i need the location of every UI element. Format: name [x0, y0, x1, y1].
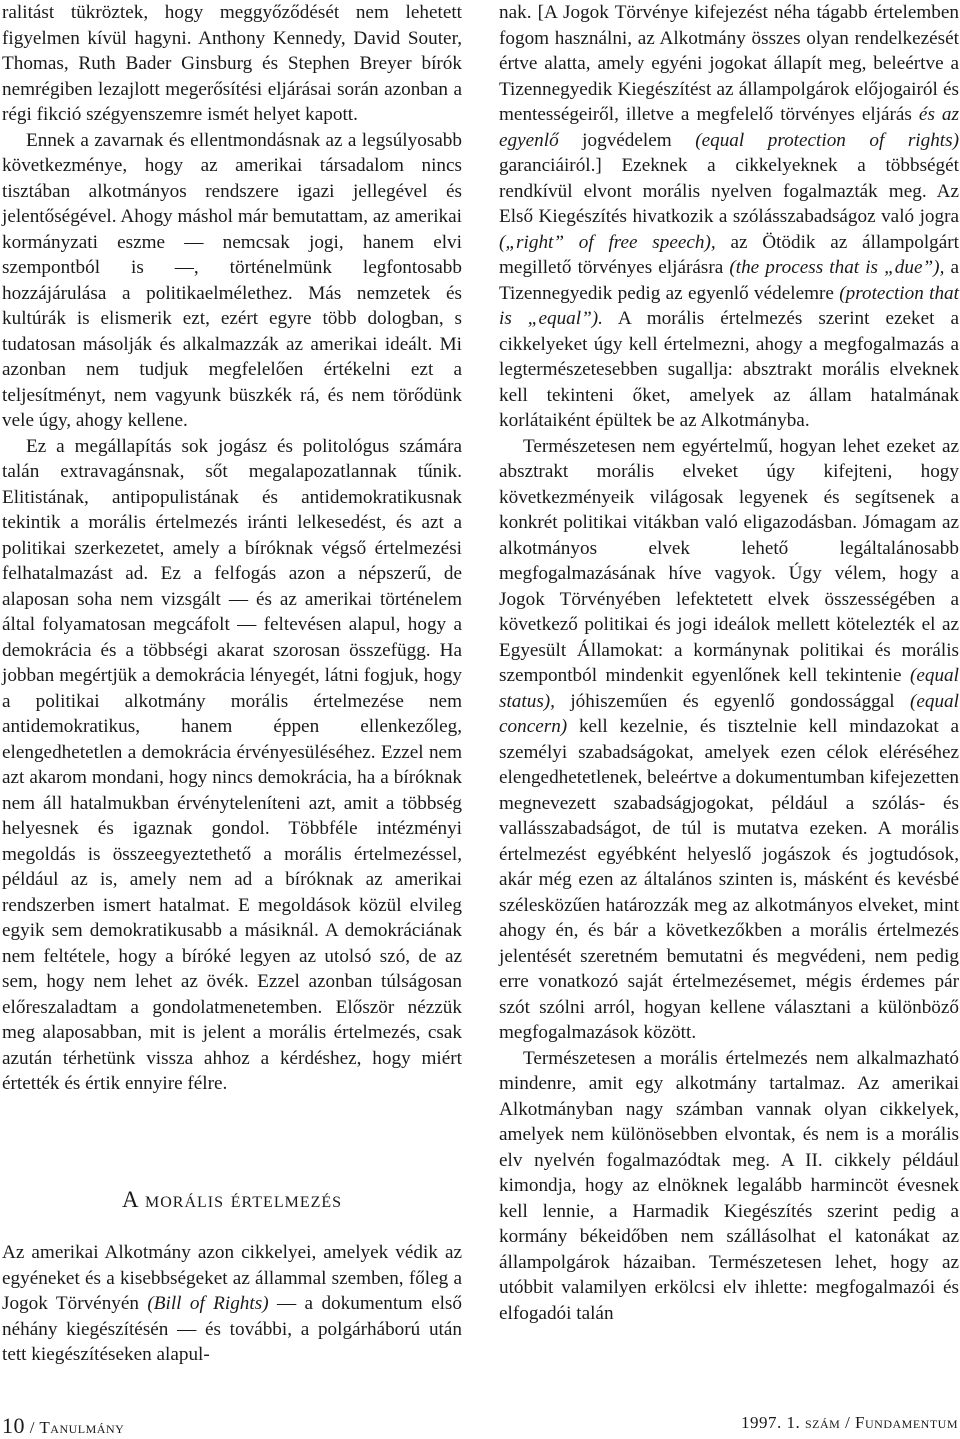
- paragraph: Természetesen nem egyértelmű, hogyan lehet ezeket az absztrakt morális elveket úgy kifejteni, hogy következményeik világosak legyenek és segítsenek a konkrét politikai vitákban való eligazodásban. Jómagam az alkotmányos elvek lehető legáltalánosabb megfogalmazásának híve vagyok. Úgy vélem, hogy a Jogok Törvényében lefektetett elvek összességében a következő politikai és jogi ideálok mellett kötelezték el az Egyesült Államokat: a kormánynak politikai és morális szempontból mindenkit egyenlőnek kell tekintenie (equal status), jóhiszeműen és egyenlő gondossággal (equal concern) kell kezelnie, és tisztelnie kell mindazokat a személyi szabadságokat, amelyek ezen célok eléréséhez elengedhetetlenek, beleértve a dokumentumban kifejezetten megnevezett szabadságjogokat, például a szólás- és vallásszabadságot, de túl is mutatva ezeken. A morális értelmezést egyébként helyeslő jogászok és jogtudósok, akár még ezen az általános szinten is, másként és kevésbé szélesközűen határozzák meg az alkotmányos elveket, mint ahogy én, és bár a következőkben a morális értelmezés jelentését szeretném bemutatni és megvédeni, nem pedig erre vonatkozó saját értelmezésemet, mégis érdemes pár szót szólni arról, hogyan kellene választani a különböző megfogalmazások között.: [499, 435, 959, 1043]
- paragraph: Ez a megállapítás sok jogász és politológus számára talán extravagánsnak, sőt megalapozatlannak tűnik. Elitistának, antipopulistának és antidemokratikusnak tekintik a morális értelmezés iránti lelkesedést, és azt a politikai szerkezetet, amely a bíróknak végső értelmezési felhatalmazást ad. Ez a felfogás azon a népszerű, de alaposan soha nem vizsgált — és az amerikai történelem által folyamatosan megcáfolt — feltevésen alapul, hogy a demokrácia és a többségi akarat szorosan összefügg. Ha jobban megértjük a demokrácia lényegét, látni fogjuk, hogy a politikai alkotmány morális értelmezése nem antidemokratikus, hanem éppen ellenkezőleg, elengedhetetlen a demokrácia érvényesüléséhez. Ezzel nem azt akarom mondani, hogy nincs demokrácia, ha a bíróknak nem áll hatalmukban érvényteleníteni azt, amit a többség helyesnek és igaznak gondol. Többféle intézményi megoldás is összeegyeztethető a morális értelmezéssel, például az is, amely nem ad a bíróknak az amerikai rendszerben ismert hatalmat. E megoldások közül elvileg egyik sem demokratikusabb a másiknál. A demokráciának nem feltétele, hogy a bíróké legyen az utolsó szó, de az sem, hogy nem lehet az övék. Ezzel azonban túlságosan előreszaladtam a gondolatmenetemben. Először nézzük meg alaposabban, mit is jelent a morális értelmezés, csak azután térhetünk vissza ahhoz a kérdéshez, hogy miért értették és értik ennyire félre.: [2, 435, 462, 1094]
- paragraph: nak. [A Jogok Törvénye kifejezést néha tágabb értelemben fogom használni, az Alkotmány összes olyan rendelkezését értve alatta, amely egyéni jogokat állapít meg, beleértve a Tizennegyedik Kiegészítést az állampolgárok előjogairól és mentességeiről, illetve a megfelelő törvényes eljárás és az egyenlő jogvédelem (equal protection of rights) garanciáiról.] Ezeknek a cikkelyeknek a többségét rendkívül elvont morális nyelven fogalmazták meg. Az Első Kiegészítés hivatkozik a szólásszabadságoz való jogra („right” of free speech), az Ötödik az állampolgárt megillető törvényes eljárásra (the process that is „due”), a Tizennegyedik pedig az egyenlő védelemre (protection that is „equal”). A morális értelmezés szerint ezeket a cikkelyeket úgy kell értelmezni, ahogy a megfogalmazás a legtermészetesebben sugallja: absztrakt morális elveknek kell tekinteni őket, amelyek az állam hatalmának korlátaiként épültek be az Alkotmányba.: [499, 2, 959, 431]
- page-number: 10: [2, 1413, 25, 1438]
- footer-left: [2, 1413, 124, 1439]
- right-column: [499, 0, 959, 1326]
- section-heading: A morális értelmezés: [121, 1187, 343, 1212]
- left-column: [2, 0, 462, 1097]
- page-footer: [0, 1411, 960, 1438]
- paragraph: ralitást tükröztek, hogy meggyőződését nem lehetett figyelmen kívül hagyni. Anthony Kennedy, David Souter, Thomas, Ruth Bader Ginsburg és Stephen Breyer bírók nemrégiben lezajlott megerősítési eljárásai során azonban a régi fikció szégyenszemre ismét helyet kapott.: [2, 2, 462, 125]
- footer-section: / Tanulmány: [25, 1418, 125, 1437]
- paragraph: Természetesen a morális értelmezés nem alkalmazható mindenre, amit egy alkotmány tartalmaz. Az amerikai Alkotmányban nagy számban vannak olyan cikkelyek, amelyek nem különösebben elvontak, és nem is a morális elv nyelvén fogalmazódtak meg. A II. cikkely például kimondja, hogy az elnöknek legalább harmincöt évesnek kell lennie, a Harmadik Kiegészítés szerint pedig a kormány békeidőben nem szállásolhat el katonákat az állampolgárok házaiban. Természetesen lehet, hogy az utóbbit valamilyen erkölcsi elv ihlette: megfogalmazói és elfogadói talán: [499, 1047, 959, 1324]
- paragraph: Ennek a zavarnak és ellentmondásnak az a legsúlyosabb következménye, hogy az amerikai társadalom nincs tisztában alkotmányos rendszere igazi jellegével és jelentőségével. Ahogy máshol már bemutattam, az amerikai kormányzati eszme — nemcsak jogi, hanem elvi szempontból is —, történelmünk legfontosabb hozzájárulása a politikaelmélethez. Más nemzetek és kultúrák is elismerik ezt, ezért egyre több dologban, s tudatosan másolják és alkalmazzák az amerikai ideált. Mi azonban nem tudjuk megfelelően értékelni ezt a teljesítményt, nem vagyunk büszkék rá, és nem törődünk vele úgy, ahogy kellene.: [2, 129, 462, 431]
- footer-issue: 1997. 1. szám / Fundamentum: [740, 1413, 958, 1432]
- left-column-continued: [2, 1240, 462, 1368]
- paragraph: Az amerikai Alkotmány azon cikkelyei, amelyek védik az egyéneket és a kisebbségeket az állammal szemben, főleg a Jogok Törvényén (Bill of Rights) — a dokumentum első néhány kiegészítésén — és további, a polgárháború után tett kiegészítéseken alapul-: [2, 1242, 462, 1365]
